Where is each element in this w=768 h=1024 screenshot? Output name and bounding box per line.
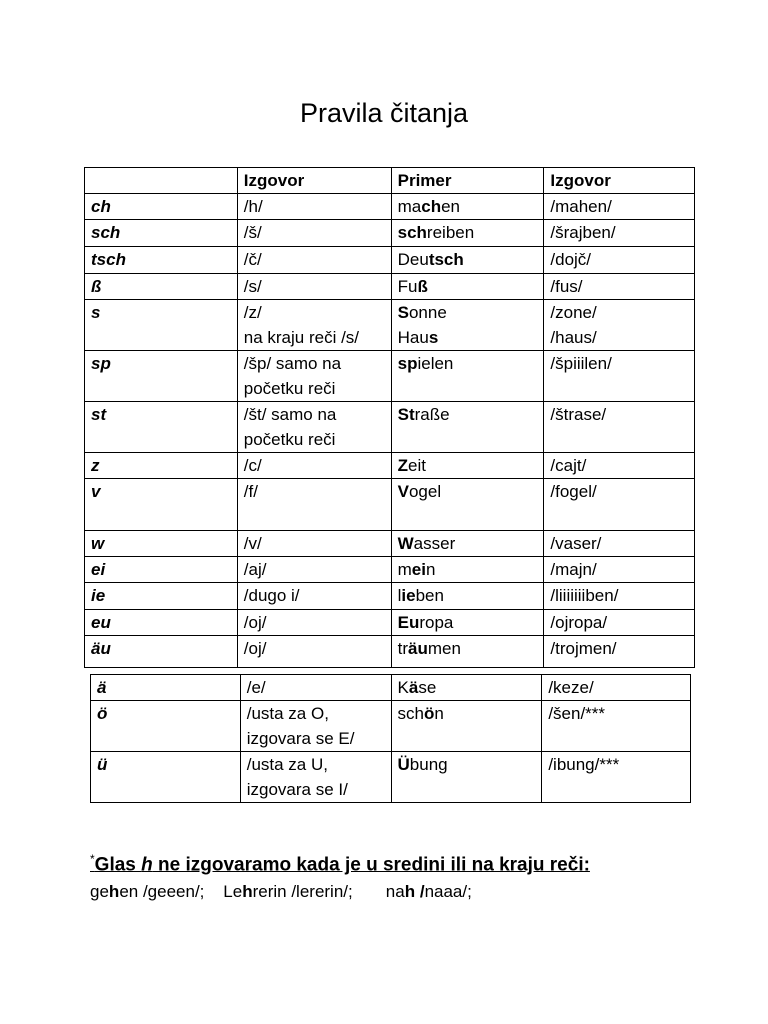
pronunciation-cell: /e/ (240, 675, 391, 701)
table-row (85, 557, 695, 583)
letter-cell: ie (85, 583, 238, 610)
pronunciation-cell: /š/ (237, 220, 391, 247)
table-row (91, 675, 691, 701)
table-row (85, 300, 695, 351)
h-rule-note (90, 845, 590, 879)
example-pronunciation-cell: /fogel/ (544, 479, 695, 531)
pronunciation-cell: /h/ (237, 194, 391, 220)
table-row (85, 453, 695, 479)
table-row (85, 274, 695, 300)
example-word-cell: schön (391, 701, 542, 752)
h-examples-line: gehen /geeen/; Lehrerin /lererin/; nah /naaa/; (90, 882, 472, 901)
table-row (85, 351, 695, 402)
pronunciation-cell: /f/ (237, 479, 391, 531)
pronunciation-cell: /št/ samo na početku reči (237, 402, 391, 453)
table-row (85, 194, 695, 220)
pronunciation-cell: /z/ na kraju reči /s/ (237, 300, 391, 351)
letter-cell: ö (91, 701, 241, 752)
letter-cell: v (85, 479, 238, 531)
pronunciation-cell: /aj/ (237, 557, 391, 583)
pronunciation-cell: /s/ (237, 274, 391, 300)
table-row (91, 701, 691, 752)
table-row (85, 583, 695, 610)
pronunciation-cell: /c/ (237, 453, 391, 479)
example-pronunciation-cell: /ibung/*** (542, 752, 691, 803)
letter-cell: sp (85, 351, 238, 402)
header-cell: Primer (391, 168, 544, 194)
letter-cell: äu (85, 636, 238, 668)
example-pronunciation-cell: /trojmen/ (544, 636, 695, 668)
letter-cell: sch (85, 220, 238, 247)
example-word-cell: Fuß (391, 274, 544, 300)
example-pronunciation-cell: /fus/ (544, 274, 695, 300)
letter-cell: s (85, 300, 238, 351)
example-pronunciation-cell: /šen/*** (542, 701, 691, 752)
table-header-row (85, 168, 695, 194)
example-pronunciation-cell: /cajt/ (544, 453, 695, 479)
pronunciation-cell: /dugo i/ (237, 583, 391, 610)
example-word-cell: Straße (391, 402, 544, 453)
header-cell (85, 168, 238, 194)
example-word-cell: lieben (391, 583, 544, 610)
example-word-cell: machen (391, 194, 544, 220)
example-pronunciation-cell: /zone/ /haus/ (544, 300, 695, 351)
pronunciation-cell: /oj/ (237, 610, 391, 636)
table-row (85, 247, 695, 274)
letter-cell: st (85, 402, 238, 453)
example-pronunciation-cell: /liiiiiiiben/ (544, 583, 695, 610)
letter-cell: ü (91, 752, 241, 803)
note-asterisk: * (90, 852, 95, 866)
pronunciation-cell: /usta za O, izgovara se E/ (240, 701, 391, 752)
example-pronunciation-cell: /keze/ (542, 675, 691, 701)
table-row (85, 220, 695, 247)
table-row (85, 531, 695, 557)
letter-cell: tsch (85, 247, 238, 274)
pronunciation-cell: /šp/ samo na početku reči (237, 351, 391, 402)
pronunciation-cell: /usta za U, izgovara se I/ (240, 752, 391, 803)
header-cell: Izgovor (544, 168, 695, 194)
example-pronunciation-cell: /majn/ (544, 557, 695, 583)
example-word-cell: Europa (391, 610, 544, 636)
letter-cell: eu (85, 610, 238, 636)
table-row (85, 479, 695, 531)
note-text: Glas h ne izgovaramo kada je u sredini ili na kraju reči: (94, 854, 590, 876)
letter-cell: ch (85, 194, 238, 220)
example-word-cell: Wasser (391, 531, 544, 557)
example-word-cell: mein (391, 557, 544, 583)
example-word-cell: Vogel (391, 479, 544, 531)
pronunciation-cell: /oj/ (237, 636, 391, 668)
example-pronunciation-cell: /ojropa/ (544, 610, 695, 636)
example-word-cell: Sonne Haus (391, 300, 544, 351)
example-word-cell: spielen (391, 351, 544, 402)
table-row (85, 636, 695, 668)
example-pronunciation-cell: /dojč/ (544, 247, 695, 274)
table-row (85, 402, 695, 453)
letter-cell: w (85, 531, 238, 557)
example-pronunciation-cell: /štrase/ (544, 402, 695, 453)
letter-cell: z (85, 453, 238, 479)
letter-cell: ß (85, 274, 238, 300)
example-word-cell: schreiben (391, 220, 544, 247)
letter-cell: ei (85, 557, 238, 583)
example-pronunciation-cell: /šrajben/ (544, 220, 695, 247)
example-word-cell: Übung (391, 752, 542, 803)
page-title: Pravila čitanja (299, 98, 469, 128)
table-row (85, 610, 695, 636)
table-row (91, 752, 691, 803)
example-word-cell: Deutsch (391, 247, 544, 274)
pronunciation-table (84, 167, 695, 668)
example-pronunciation-cell: /špiiilen/ (544, 351, 695, 402)
header-cell: Izgovor (237, 168, 391, 194)
umlaut-table (90, 674, 691, 803)
example-word-cell: träumen (391, 636, 544, 668)
letter-cell: ä (91, 675, 241, 701)
example-word-cell: Käse (391, 675, 542, 701)
example-word-cell: Zeit (391, 453, 544, 479)
pronunciation-cell: /v/ (237, 531, 391, 557)
example-pronunciation-cell: /mahen/ (544, 194, 695, 220)
pronunciation-cell: /č/ (237, 247, 391, 274)
example-pronunciation-cell: /vaser/ (544, 531, 695, 557)
